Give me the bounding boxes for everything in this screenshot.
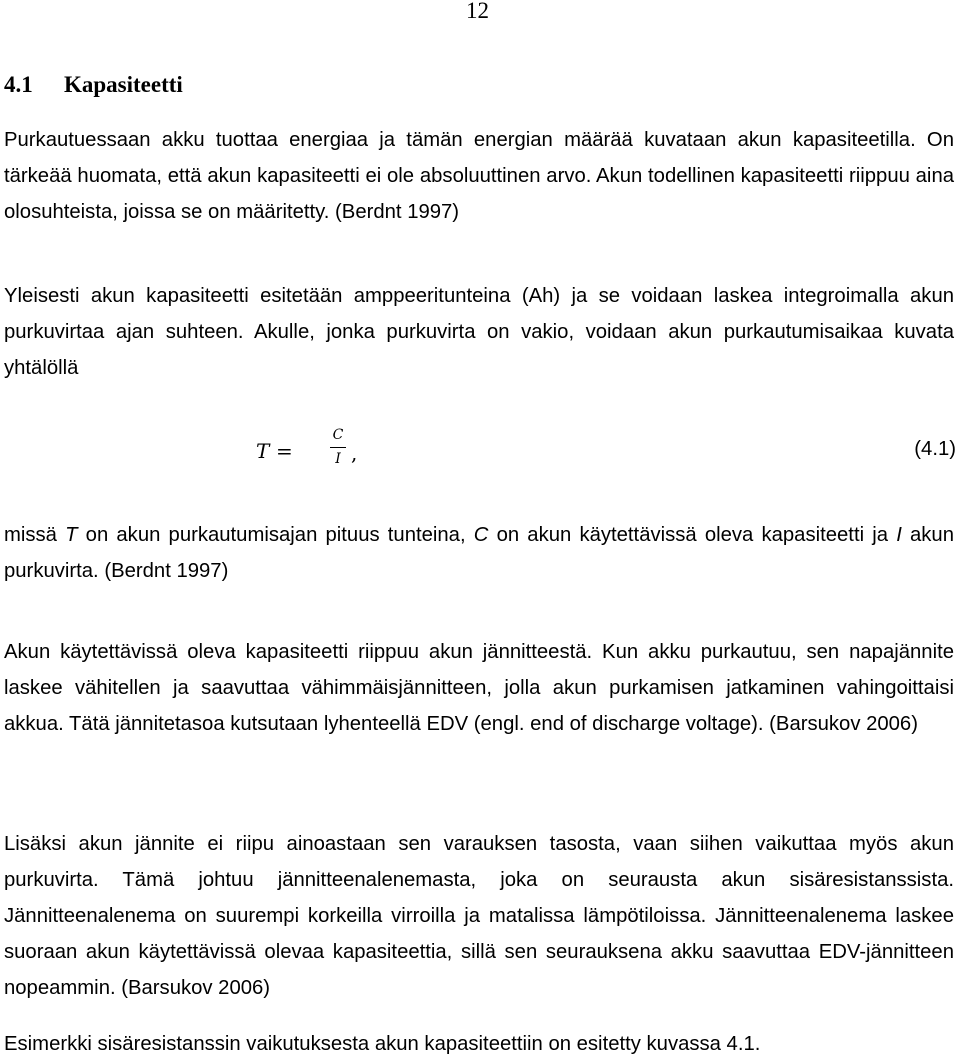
paragraph-variable-definitions bbox=[4, 517, 954, 589]
formula-comma: , bbox=[351, 441, 358, 465]
text-segment: missä bbox=[4, 524, 66, 546]
text-segment: on akun käytettävissä oleva kapasiteetti ja bbox=[488, 524, 897, 546]
fraction-bar bbox=[330, 447, 346, 448]
equation-number: (4.1) bbox=[914, 438, 956, 460]
formula-fraction bbox=[330, 425, 346, 468]
paragraph-capacity-intro: Purkautuessaan akku tuottaa energiaa ja tämän energian määrää kuvataan akun kapasiteetilla. On tärkeää huomata, että akun kapasiteetti ei ole absoluuttinen arvo. Akun todellinen kapasiteetti riippuu aina olosuhteista, joissa se on määritetty. (Berdnt 1997) bbox=[4, 129, 954, 223]
paragraph-figure-reference: Esimerkki sisäresistanssin vaikutuksesta akun kapasiteettiin on esitetty kuvassa 4.1. bbox=[4, 1033, 761, 1055]
paragraph-edv: Akun käytettävissä oleva kapasiteetti riippuu akun jännitteestä. Kun akku purkautuu, sen napajännite laskee vähitellen ja saavuttaa vähimmäisjännitteen, jolla akun purkamisen jatkaminen vahingoittaisi akkua. Tätä jännitetasoa kutsutaan lyhenteellä EDV (engl. end of discharge voltage). (Barsukov 2006) bbox=[4, 641, 954, 735]
formula-equals: = bbox=[276, 439, 293, 463]
text-segment: akun purkuvirta. (Berdnt 1997) bbox=[4, 524, 954, 582]
variable-t: T bbox=[65, 524, 78, 546]
variable-c: C bbox=[473, 524, 489, 546]
formula-lhs: T bbox=[256, 439, 270, 463]
page-number: 12 bbox=[466, 0, 489, 23]
paragraph-voltage-drop: Lisäksi akun jännite ei riipu ainoastaan sen varauksen tasosta, vaan siihen vaikuttaa myös akun purkuvirta. Tämä johtuu jännitteenalenemasta, joka on seurausta akun sisäresistanssista. Jännitteenalenema on suurempi korkeilla virroilla ja matalissa lämpötiloissa. Jännitteenalenema laskee suoraan akun käytettävissä olevaa kapasiteettia, sillä sen seurauksena akku saavuttaa EDV-jännitteen nopeammin. (Barsukov 2006) bbox=[4, 833, 954, 999]
paragraph-capacity-ah: Yleisesti akun kapasiteetti esitetään amppeeritunteina (Ah) ja se voidaan laskea integroimalla akun purkuvirtaa ajan suhteen. Akulle, jonka purkuvirta on vakio, voidaan akun purkautumisaikaa kuvata yhtälöllä bbox=[4, 285, 954, 379]
formula-denominator: I bbox=[335, 451, 341, 467]
section-title: Kapasiteetti bbox=[64, 72, 183, 97]
text-segment: on akun purkautumisajan pituus tunteina, bbox=[77, 524, 474, 546]
equation-4-1 bbox=[0, 425, 960, 475]
formula-numerator: C bbox=[332, 427, 344, 443]
section-heading bbox=[4, 72, 183, 98]
section-number: 4.1 bbox=[4, 72, 33, 97]
variable-i: I bbox=[896, 524, 902, 546]
